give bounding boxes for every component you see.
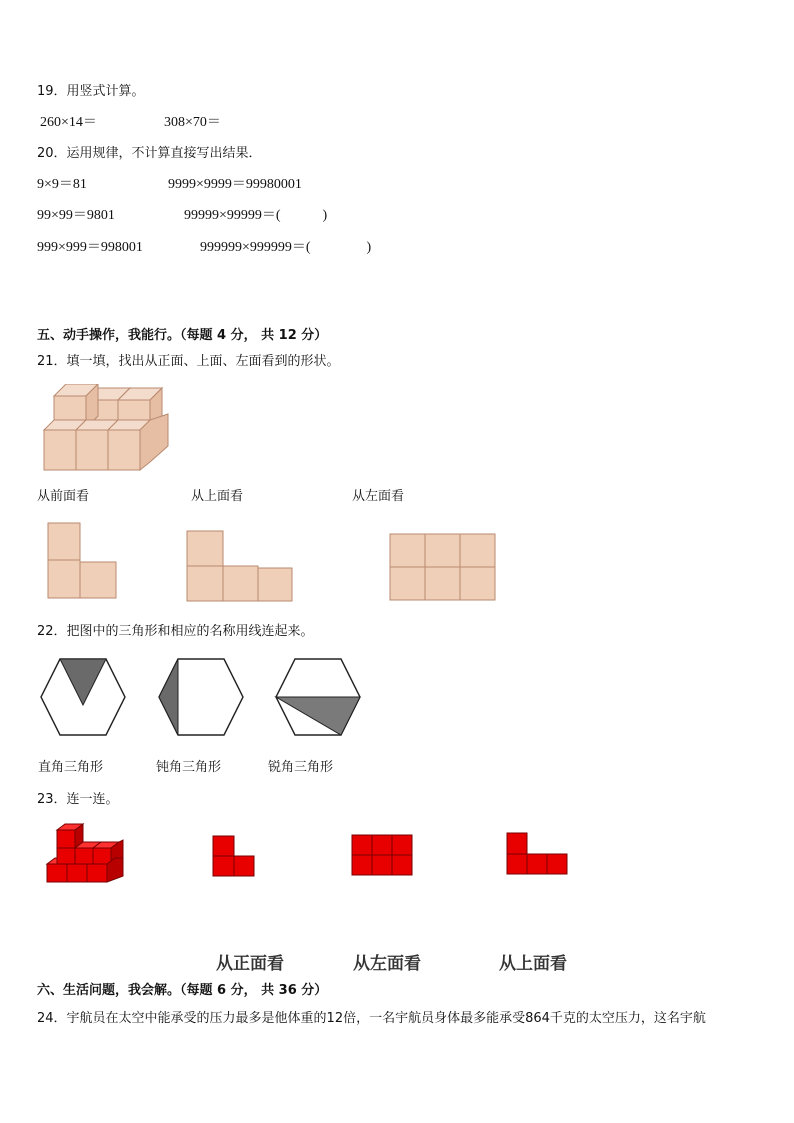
q20-right-2: 99999×99999＝( ) [184, 208, 328, 223]
q22-label-obtuse: 钝角三角形 [156, 760, 222, 775]
q23-title: 23．连一连。 [37, 792, 119, 807]
q20-left-2: 99×99＝9801 [37, 208, 115, 223]
q20-title: 20．运用规律，不计算直接写出结果． [37, 146, 262, 161]
hexagon-triangle-3 [273, 657, 363, 737]
q19-title: 19．用竖式计算。 [37, 84, 145, 99]
q23-label-front: 从正面看 [216, 954, 284, 974]
hexagon-triangle-2 [156, 657, 246, 737]
q20-right-3: 999999×999999＝( ) [200, 240, 372, 255]
q21-title: 21．填一填，找出从正面、上面、左面看到的形状。 [37, 354, 340, 369]
red-view-1 [212, 835, 256, 877]
q23-label-top: 从上面看 [499, 954, 567, 974]
section-6-title: 六、生活问题，我会解。（每题 6 分， 共 36 分） [37, 983, 328, 998]
q22-title: 22．把图中的三角形和相应的名称用线连起来。 [37, 624, 314, 639]
q23-label-left: 从左面看 [353, 954, 421, 974]
cube-stack-figure [40, 384, 172, 474]
view-shape-1 [47, 522, 119, 600]
view-shape-3 [389, 533, 497, 603]
q22-label-acute: 锐角三角形 [268, 760, 334, 775]
q24-text: 24．宇航员在太空中能承受的压力最多是他体重的12倍，一名宇航员身体最多能承受864千克的太空压力，这名宇航 [37, 1011, 706, 1026]
q21-label-left: 从左面看 [352, 489, 405, 504]
q19-expr-1: 260×14＝ [40, 115, 97, 130]
q22-label-right: 直角三角形 [38, 760, 104, 775]
q21-label-front: 从前面看 [37, 489, 90, 504]
section-5-title: 五、动手操作，我能行。（每题 4 分， 共 12 分） [37, 328, 328, 343]
hexagon-triangle-1 [38, 657, 128, 737]
q19-expr-2: 308×70＝ [164, 115, 221, 130]
q20-right-1: 9999×9999＝99980001 [168, 177, 302, 192]
q20-left-1: 9×9＝81 [37, 177, 87, 192]
q21-label-top: 从上面看 [191, 489, 244, 504]
red-view-3 [506, 832, 568, 876]
red-view-2 [351, 834, 413, 876]
red-cube-stack [45, 822, 127, 884]
view-shape-2 [186, 530, 294, 602]
q20-left-3: 999×999＝998001 [37, 240, 143, 255]
